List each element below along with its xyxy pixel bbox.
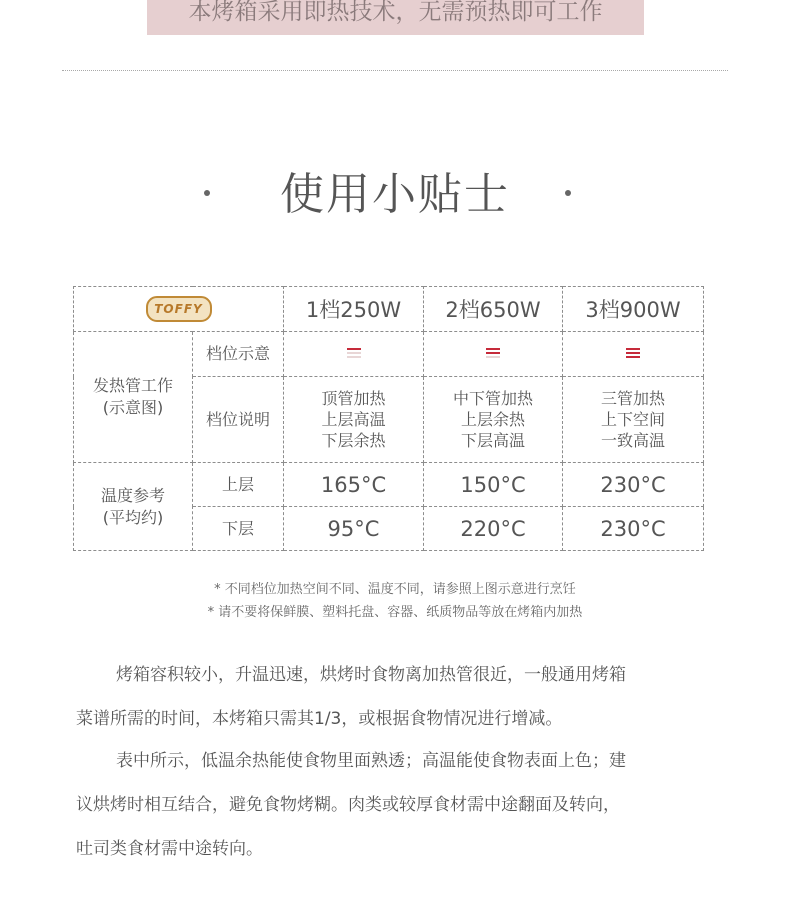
- desc-cell-1: 顶管加热 上层高温 下层余热: [284, 377, 424, 463]
- col-header-3: 3档900W: [563, 287, 704, 332]
- paragraph-1-line-1: 烤箱容积较小，升温迅速，烘烤时食物离加热管很近，一般通用烤箱: [116, 665, 626, 685]
- gear-bar: [626, 356, 640, 358]
- gear-1-icon: [347, 346, 361, 360]
- row-label-lower: 下层: [193, 507, 284, 551]
- paragraph-2-line-3: 吐司类食材需中途转向。: [76, 839, 263, 859]
- gear-icon-cell-3: [563, 332, 704, 377]
- gear-bar: [486, 348, 500, 350]
- table-header-row: [74, 287, 704, 332]
- temp-upper-2: 150°C: [424, 463, 563, 507]
- temp-lower-1: 95°C: [284, 507, 424, 551]
- dotted-divider: [62, 70, 728, 71]
- tips-table: [73, 286, 704, 551]
- gear-3-icon: [626, 346, 640, 360]
- gear-icon-cell-1: [284, 332, 424, 377]
- col-header-1: 1档250W: [284, 287, 424, 332]
- paragraph-2-line-2: 议烘烤时相互结合，避免食物烤糊。肉类或较厚食材需中途翻面及转向，: [76, 795, 620, 815]
- top-banner: [147, 0, 644, 35]
- paragraph-2-line-1: 表中所示，低温余热能使食物里面熟透；高温能使食物表面上色；建: [116, 751, 626, 771]
- gear-icon-cell-2: [424, 332, 563, 377]
- gear-bar: [626, 352, 640, 354]
- gear-bar: [626, 348, 640, 350]
- section-heading: 使用小贴士: [280, 169, 510, 220]
- banner-text: 本烤箱采用即热技术，无需预热即可工作: [188, 0, 603, 25]
- table-row-gear: [74, 332, 704, 377]
- temp-lower-3: 230°C: [563, 507, 704, 551]
- desc-cell-3: 三管加热 上下空间 一致高温: [563, 377, 704, 463]
- temp-lower-2: 220°C: [424, 507, 563, 551]
- gear-bar: [347, 352, 361, 354]
- brand-logo: TOFFY: [146, 296, 212, 322]
- logo-cell: [74, 287, 284, 332]
- row-label-upper: 上层: [193, 463, 284, 507]
- note-1: * 不同档位加热空间不同、温度不同，请参照上图示意进行烹饪: [214, 582, 576, 597]
- gear-2-icon: [486, 346, 500, 360]
- notes: [0, 578, 790, 624]
- row-label-gear: 档位示意: [193, 332, 284, 377]
- row-label-desc: 档位说明: [193, 377, 284, 463]
- paragraph-2: [76, 739, 716, 871]
- gear-bar: [486, 352, 500, 354]
- table-row-upper: [74, 463, 704, 507]
- row-group-heat: 发热管工作 (示意图): [74, 332, 193, 463]
- row-group-temp: 温度参考 (平均约): [74, 463, 193, 551]
- note-2: * 请不要将保鲜膜、塑料托盘、容器、纸质物品等放在烤箱内加热: [207, 605, 583, 620]
- gear-bar: [347, 348, 361, 350]
- paragraph-1-line-2: 菜谱所需的时间，本烤箱只需其1/3，或根据食物情况进行增减。: [76, 709, 563, 729]
- desc-cell-2: 中下管加热 上层余热 下层高温: [424, 377, 563, 463]
- gear-bar: [486, 356, 500, 358]
- gear-bar: [347, 356, 361, 358]
- heading-dot-right: [565, 190, 571, 196]
- paragraph-1: [76, 653, 716, 741]
- temp-upper-1: 165°C: [284, 463, 424, 507]
- temp-upper-3: 230°C: [563, 463, 704, 507]
- col-header-2: 2档650W: [424, 287, 563, 332]
